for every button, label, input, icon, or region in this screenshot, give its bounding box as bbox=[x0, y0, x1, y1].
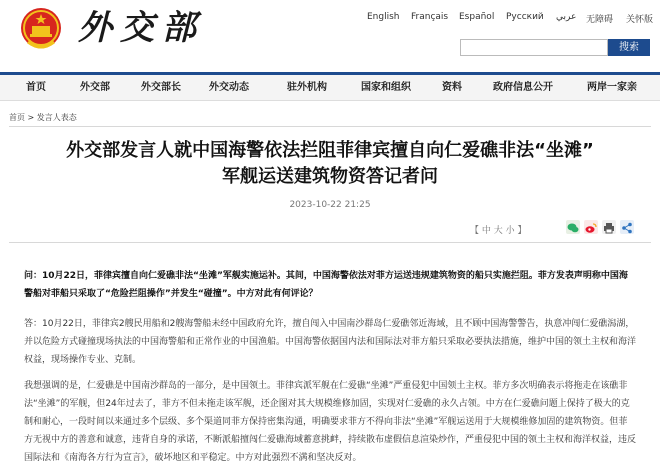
ministry-logo-text[interactable]: 外交部 bbox=[78, 8, 204, 48]
language-menu bbox=[360, 12, 660, 28]
lang-english-link[interactable]: English bbox=[367, 12, 400, 22]
wechat-share-icon[interactable] bbox=[566, 220, 580, 234]
search-button[interactable]: 搜索 bbox=[608, 39, 650, 56]
lang-arabic-link[interactable]: عربي bbox=[556, 12, 577, 22]
breadcrumb-current-link[interactable]: 发言人表态 bbox=[36, 113, 77, 122]
national-emblem-icon[interactable] bbox=[20, 6, 62, 52]
font-size-selector[interactable]: 【 中 大 小 】 bbox=[470, 226, 527, 236]
article-title-line-2: 军舰运送建筑物资答记者问 bbox=[222, 166, 438, 187]
nav-item-activities[interactable]: 外交动态 bbox=[209, 82, 249, 93]
elderly-mode-link[interactable]: 关怀版 bbox=[626, 15, 654, 25]
nav-item-minister[interactable]: 外交部长 bbox=[141, 82, 181, 93]
answer-paragraph: 答：10月22日，菲律宾2艘民用船和2艘海警船未经中国政府允许，擅自闯入中国南沙群岛仁爱礁邻近海域，且不顾中国海警警告，执意冲闯仁爱礁潟湖，并以危险方式碰撞现场执法的中国海警船和正常作业的中国渔船。中国海警依据国内法和国际法对菲方船只采取必要执法措施，维护中国的领土主权和海洋权益，现场操作专业、克制。 bbox=[24, 319, 637, 365]
accessibility-link[interactable]: 无障碍 bbox=[586, 15, 614, 25]
nav-item-ministry[interactable]: 外交部 bbox=[80, 82, 110, 93]
article-title-line-1: 外交部发言人就中国海警依法拦阻菲律宾擅自向仁爱礁非法“坐滩” bbox=[66, 140, 594, 161]
share-icon[interactable] bbox=[620, 220, 634, 234]
nav-item-cross-strait[interactable]: 两岸一家亲 bbox=[587, 82, 637, 93]
main-nav bbox=[0, 72, 660, 101]
nav-item-gov-info[interactable]: 政府信息公开 bbox=[493, 82, 553, 93]
weibo-share-icon[interactable] bbox=[584, 220, 598, 234]
site-header bbox=[0, 0, 660, 72]
article-title bbox=[0, 138, 660, 190]
divider bbox=[9, 126, 651, 127]
breadcrumb bbox=[9, 112, 77, 123]
nav-item-resources[interactable]: 资料 bbox=[442, 82, 462, 93]
share-toolbar bbox=[566, 220, 646, 236]
divider bbox=[9, 242, 651, 243]
question-paragraph: 问：10月22日，菲律宾擅自向仁爱礁非法“坐滩”军舰实施运补。其间，中国海警依法对菲方运送违规建筑物资的船只实施拦阻。菲方发表声明称中国海警船对菲船只采取了“危险拦阻操作”并发生“碰撞”。中方对此有何评论？ bbox=[24, 271, 628, 299]
breadcrumb-home-link[interactable]: 首页 bbox=[9, 113, 25, 122]
nav-item-missions[interactable]: 驻外机构 bbox=[287, 82, 327, 93]
nav-item-home[interactable]: 首页 bbox=[26, 82, 46, 93]
breadcrumb-separator: > bbox=[25, 113, 37, 122]
search-input[interactable] bbox=[460, 39, 608, 56]
print-icon[interactable] bbox=[602, 220, 616, 234]
lang-russian-link[interactable]: Русский bbox=[506, 12, 544, 22]
lang-french-link[interactable]: Français bbox=[411, 12, 449, 22]
lang-spanish-link[interactable]: Español bbox=[459, 12, 495, 22]
publish-date: 2023-10-22 21:25 bbox=[289, 200, 371, 210]
answer-paragraph: 我想强调的是，仁爱礁是中国南沙群岛的一部分，是中国领土。菲律宾派军舰在仁爱礁“坐滩”严重侵犯中国领土主权。菲方多次明确表示将拖走在该礁非法“坐滩”的军舰，但24年过去了，菲方不但未拖走该军舰，还企图对其大规模维修加固，实现对仁爱礁的永久占领。中方在仁爱礁问题上保持了极大的克制和耐心，一段时间以来通过多个层级、多个渠道同菲方保持密集沟通，明确要求菲方不得向非法“坐滩”军舰运送用于大规模维修加固的建筑物资。但菲方无视中方的善意和诚意，违背自身的承诺，不断派船擅闯仁爱礁海域蓄意挑衅，持续散布虚假信息渲染炒作，严重侵犯中国的领土主权和海洋权益，违反国际法和《南海各方行为宣言》，破坏地区和平稳定。中方对此强烈不满和坚决反对。 bbox=[24, 381, 637, 463]
nav-item-countries[interactable]: 国家和组织 bbox=[361, 82, 411, 93]
